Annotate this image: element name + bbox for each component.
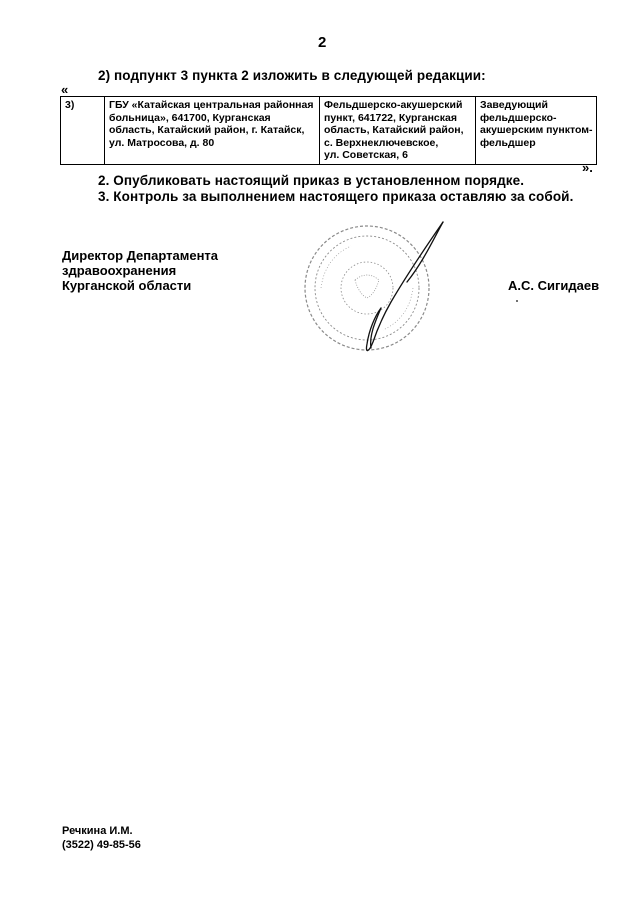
medical-point-cell [320,97,476,165]
organization-line: ГБУ «Катайская центральная районная [109,99,314,111]
signatory-title-line: Директор Департамента [62,248,219,263]
medical-point-line: ул. Советская, 6 [324,149,408,161]
executor-name: Речкина И.М. [62,825,133,837]
medical-point-line: Фельдшерско-акушерский [324,99,463,111]
position-line: Заведующий [480,99,548,111]
mark-dot [516,300,518,302]
executor-info [62,824,141,852]
executor-phone: (3522) 49-85-56 [62,839,141,851]
item-publish: 2. Опубликовать настоящий приказ в установленном порядке. [98,173,525,188]
organization-line: область, Катайский район, г. Катайск, [109,124,305,136]
organization-line: ул. Матросова, д. 80 [109,136,215,149]
signatory-name: А.С. Сигидаев [508,278,600,293]
signatory-title-line: Курганской области [62,278,192,293]
medical-point-line: область, Катайский район, [324,124,464,136]
amendment-intro: 2) подпункт 3 пункта 2 изложить в следующей редакции: [98,68,486,83]
medical-point-line: с. Верхнеключевское, [324,136,439,149]
position-line: фельдшер [480,136,536,149]
organization-cell [105,97,320,165]
quote-open: « [61,82,69,97]
position-cell [476,97,597,165]
medical-point-line: пункт, 641722, Курганская [324,111,457,124]
organization-line: больница», 641700, Курганская [109,111,271,124]
row-number: 3) [65,99,75,111]
item-control: 3. Контроль за выполнением настоящего приказа оставляю за собой. [98,189,574,204]
page-number: 2 [318,34,327,51]
table-row [61,97,597,165]
position-line: акушерским пунктом- [480,124,593,136]
row-number-cell [61,97,105,165]
signatory-title [62,248,218,293]
quote-close: ». [582,160,593,175]
position-line: фельдшерско- [480,111,557,124]
signatory-title-line: здравоохранения [62,263,177,278]
official-seal-stamp [295,218,445,358]
amendment-table [60,96,597,165]
